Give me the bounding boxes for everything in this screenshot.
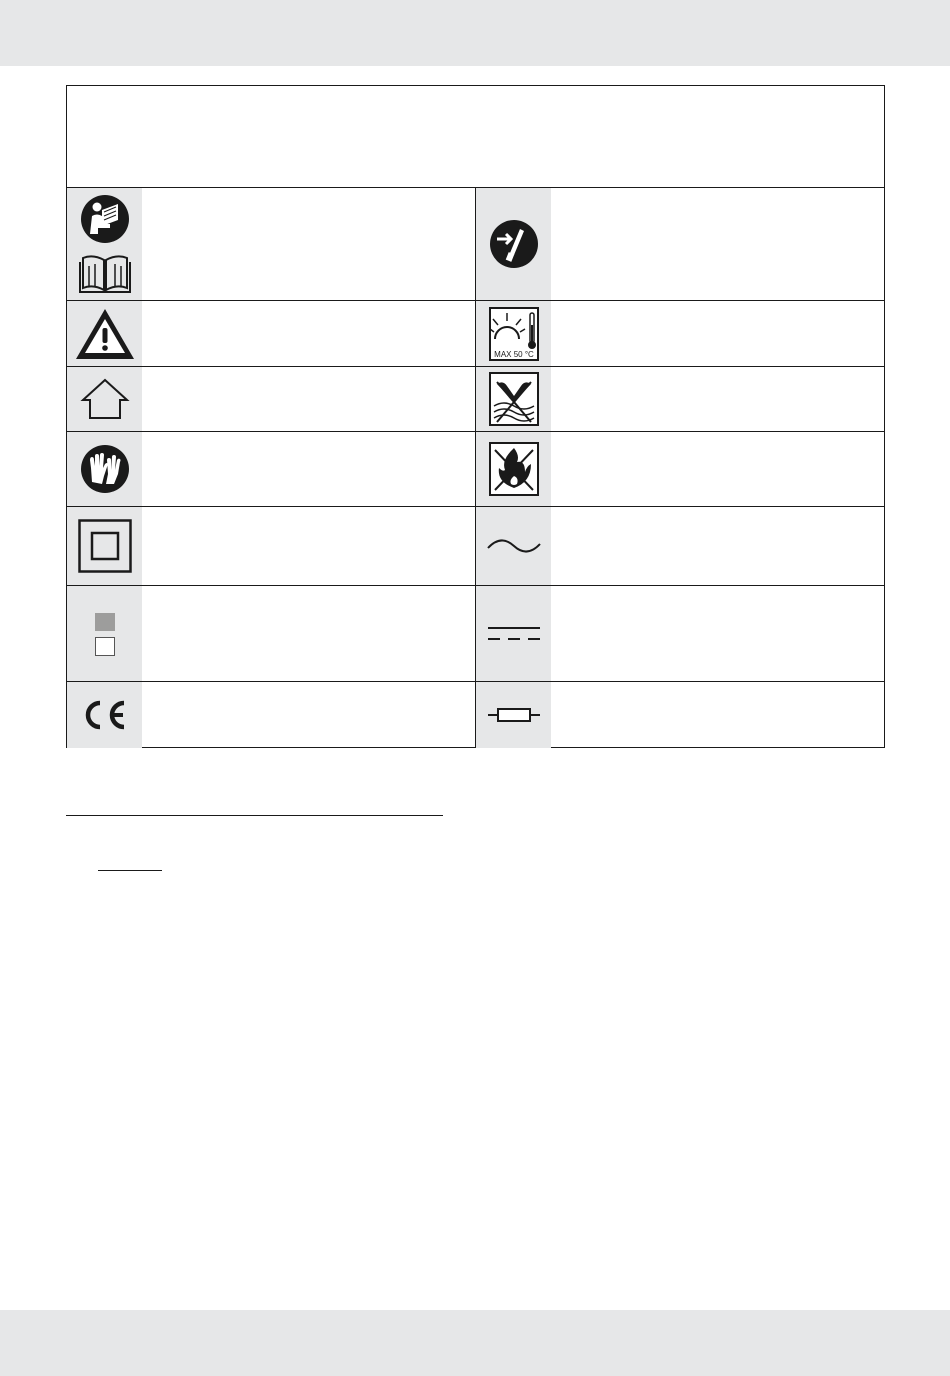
alternating-current-icon [486, 536, 542, 556]
table-row [67, 682, 884, 748]
icon-cell [67, 432, 142, 506]
icon-cell [476, 682, 551, 748]
icon-cell [476, 367, 551, 431]
table-header [67, 86, 884, 187]
icon-cell [476, 188, 551, 300]
icon-cell [67, 507, 142, 585]
disconnect-plug-icon [489, 219, 539, 269]
protection-class-ii-icon [78, 519, 132, 573]
subheading-rule [98, 870, 162, 871]
table-row [67, 188, 884, 300]
max-temperature-icon [489, 307, 539, 361]
icon-cell [67, 301, 142, 366]
indoor-house-icon [80, 378, 130, 420]
table-row [67, 507, 884, 585]
icon-cell [476, 586, 551, 681]
icon-cell [476, 301, 551, 366]
icon-cell [476, 507, 551, 585]
page-footer-band [0, 1310, 950, 1376]
icon-cell [67, 367, 142, 431]
icon-cell [67, 188, 142, 300]
manual-book-icon [79, 252, 131, 294]
section-heading-rule [66, 815, 443, 816]
icon-cell [67, 682, 142, 748]
table-row [67, 367, 884, 431]
table-row [67, 432, 884, 506]
fuse-icon [486, 707, 542, 723]
table-row [67, 586, 884, 681]
symbol-table [66, 85, 885, 748]
wear-gloves-icon [80, 444, 130, 494]
table-row [67, 301, 884, 366]
max-temp-label: MAX 50 °C [493, 349, 534, 359]
icon-cell [476, 432, 551, 506]
direct-current-icon [486, 626, 542, 642]
led-indicator-icon [93, 611, 117, 657]
page-header-band [0, 0, 950, 66]
no-fire-icon [489, 442, 539, 496]
ce-mark-icon [80, 699, 130, 731]
warning-triangle-icon [73, 306, 137, 362]
no-water-icon [489, 372, 539, 426]
read-manual-icon [80, 194, 130, 244]
icon-cell [67, 586, 142, 681]
